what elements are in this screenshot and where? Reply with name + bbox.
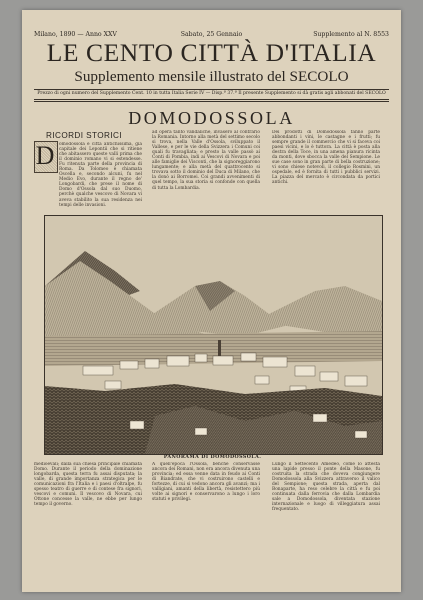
masthead-subtitle: Supplemento mensile illustrato del SECOLO [74,68,349,85]
article-column-3-text: Dei prodotti di Domodossola fanno parte abbondanti i vini, le castagne e i frutti; fu sempre grande il commercio che vi si faceva coi paesi vicini, e lo è tuttora. La città è posta alla destra della Toce, in una amena pianura ricinta da monti, dove sbocca la valle del Sempione. Le sue case sono in gran parte di bella costruzione; vi sono chiese notevoli, il collegio Rosmini, un ospedale, ed è fornita di tutti i pubblici servizi. La piazza del mercato è circondata da portici antichi. [272,130,380,186]
masthead-title: LE CENTO CITTÀ D'ITALIA [46,38,377,67]
bottom-column-2 [152,462,260,584]
newspaper-page [22,10,401,592]
supplement-number: Supplemento al N. 8553 [313,31,389,38]
bottom-column-2-text: A quell'epoca l'Ossola, benchè conservasse ancora dei Romani, non era ancora divenuta una provincia; ed essa venne data in feudo ai Conti di Biandrate, che vi costruirono castelli e fortezze, di cui si vedono ancora gli avanzi; ma i valligiani, amanti della libertà, resistettero più volte ai signori e conservarono a lungo i loro statuti e privilegi. [152,462,260,503]
issue-info: Milano, 1890 — Anno XXV [34,31,117,38]
article-column-1-text: omodossola è città antichissima, già capitale dei Lepontii che si ritiene che abitassero queste valli prima che il dominio romano vi si estendesse. Fu ritenuta parte della provincia di Roma. Da Tolomeo è chiamata Oscella e, secondo alcuni, fu nel Medio Evo, durante il regno de' Longobardi, che prese il nome di Domo d'Ossola dal suo Duomo, perchè qualche vescovo di Novara vi aveva stabilito la sua residenza nei tempi delle invasioni. [59,142,142,208]
article-column-3 [272,130,380,212]
price-line: Prezzo di ogni numero del Supplemento Cent. 10 in tutta Italia Serie IV — Disp.ª 37.ª Il presente Supplemento si dà gratis agli abbonati del SECOLO [37,91,386,96]
church-tower [218,340,221,356]
article-column-1 [59,142,142,212]
image-caption: PANORAMA DI DOMODOSSOLA. [163,454,262,460]
panorama-engraving [44,215,383,455]
drop-cap-letter: D [35,141,55,170]
rule-bottom-2 [34,101,389,102]
article-column-2-text: ad opera tanto vandaliche, invasero al contrario la Romania. Intorno alla metà del settimo secolo si trova, nella Valle d'Ossola, sviluppato il Vallese, e per le vie della Svizzera i Comuni coi quali fu travagliata; e presto la valle passò ai Conti di Pombia, indi ai Vescovi di Novara e poi alle famiglie dei Visconti, che la signoreggiarono lungamente; e alla metà del quattrocento si trovava sotto il dominio del Duca di Milano, che la donò ai Borromei. Coi grandi avvenimenti di quel tempo, la sua storia si confonde con quella di tutta la Lombardia. [152,130,260,191]
bottom-column-1 [34,462,142,584]
column-heading: RICORDI STORICI [46,131,122,140]
bottom-column-3-text: Lungo il Settecento Amedeo, come lo attesta una lapide presso il ponte della Masone, fu costruita la strada che doveva congiungere Domodossola alla Svizzera attraverso il valico del Sempione; questa strada, aperta dal Bonaparte, ha reso celebre la città e fu poi continuata dalla ferrovia che dalla Lombardia sale a Domodossola, diventata stazione internazionale e luogo di villeggiatura assai frequentato. [272,462,380,513]
rule-bottom [34,99,389,100]
issue-date: Sabato, 25 Gennaio [180,31,243,38]
section-title: DOMODOSSOLA [128,108,295,128]
article-column-2 [152,130,260,212]
bottom-column-1-text: medioevali; dalla sua chiesa principale chiamata Domo. Durante il periodo della dominazione longobarda, questa terra fu assai disputata; la valle, di grande importanza strategica per le comunicazioni fra l'Italia e i paesi d'oltralpe, fu spesso teatro di guerre e di contese fra signori, vescovi e comuni. Il vescovo di Novara, cui Ottone concesse la valle, ne ebbe per lungo tempo il governo. [34,462,142,508]
bottom-column-3 [272,462,380,584]
